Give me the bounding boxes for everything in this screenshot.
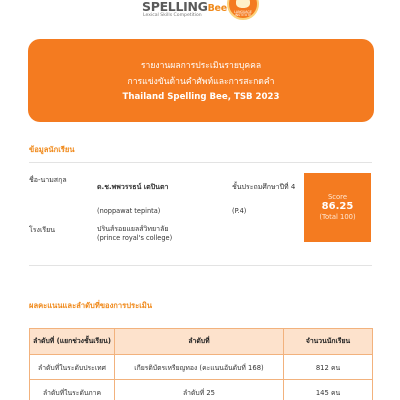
column-header-students: จำนวนนักเรียน [284, 329, 373, 355]
section-divider [29, 162, 372, 163]
score-value: 86.25 [321, 201, 354, 212]
logo-spelling-word: SPELLING [142, 0, 208, 14]
table-header-row [30, 329, 373, 355]
seal-emblem [236, 0, 250, 8]
table-row [30, 355, 373, 380]
student-section-title: ข้อมูลนักเรียน [29, 145, 75, 154]
school-name-th: ปรินส์รอยแยลส์วิทยาลัย [97, 225, 169, 233]
school-name-en: (prince royal's college) [97, 234, 173, 242]
section-divider [29, 265, 372, 266]
logo-area [138, 0, 266, 22]
student-grade-en: (P.4) [232, 207, 247, 215]
report-title-line2: การแข่งขันด้านคำศัพท์และการสะกดคำ [127, 76, 275, 87]
report-title-line3: Thailand Spelling Bee, TSB 2023 [122, 92, 280, 102]
spelling-bee-logo [138, 0, 227, 22]
seal-text: LANGUAGE INSTITUTE [234, 10, 252, 18]
school-label: โรงเรียน [29, 226, 55, 234]
language-institute-seal [227, 0, 259, 20]
report-title-line1: รายงานผลการประเมินรายบุคคล [140, 61, 262, 71]
table-cell: 812 คน [284, 355, 373, 380]
table-row [30, 380, 373, 400]
logo-bee-word: Bee [207, 3, 227, 14]
report-header-banner [28, 39, 374, 122]
ranking-section-title: ผลคะแนนและลำดับที่ของการประเมิน [29, 301, 153, 310]
ranking-table [29, 328, 373, 400]
name-label: ชื่อ-นามสกุล [29, 176, 67, 184]
table-cell: ลำดับที่ในระดับประเทศ [30, 355, 115, 380]
table-cell: ลำดับที่ 25 [115, 380, 284, 400]
logo-subtitle: Lexical Skills Competition [143, 13, 202, 18]
table-cell: 145 คน [284, 380, 373, 400]
student-grade-th: ชั้นประถมศึกษาปีที่ 4 [232, 183, 296, 191]
score-total: (Total 100) [319, 213, 356, 221]
score-box [304, 173, 371, 242]
score-label: Score [327, 193, 348, 201]
student-name-th: ด.ช.พพวรรธน์ เตปินตา [97, 183, 169, 191]
table-cell: ลำดับที่ในระดับภาค [30, 380, 115, 400]
column-header-level: ลำดับที่ (แยกช่วงชั้นเรียน) [30, 329, 115, 355]
student-name-en: (noppawat tepinta) [97, 207, 161, 215]
column-header-rank: ลำดับที่ [115, 329, 284, 355]
table-cell: เกียรติบัตรเหรียญทอง (คะแนนอันดับที่ 168) [115, 355, 284, 380]
